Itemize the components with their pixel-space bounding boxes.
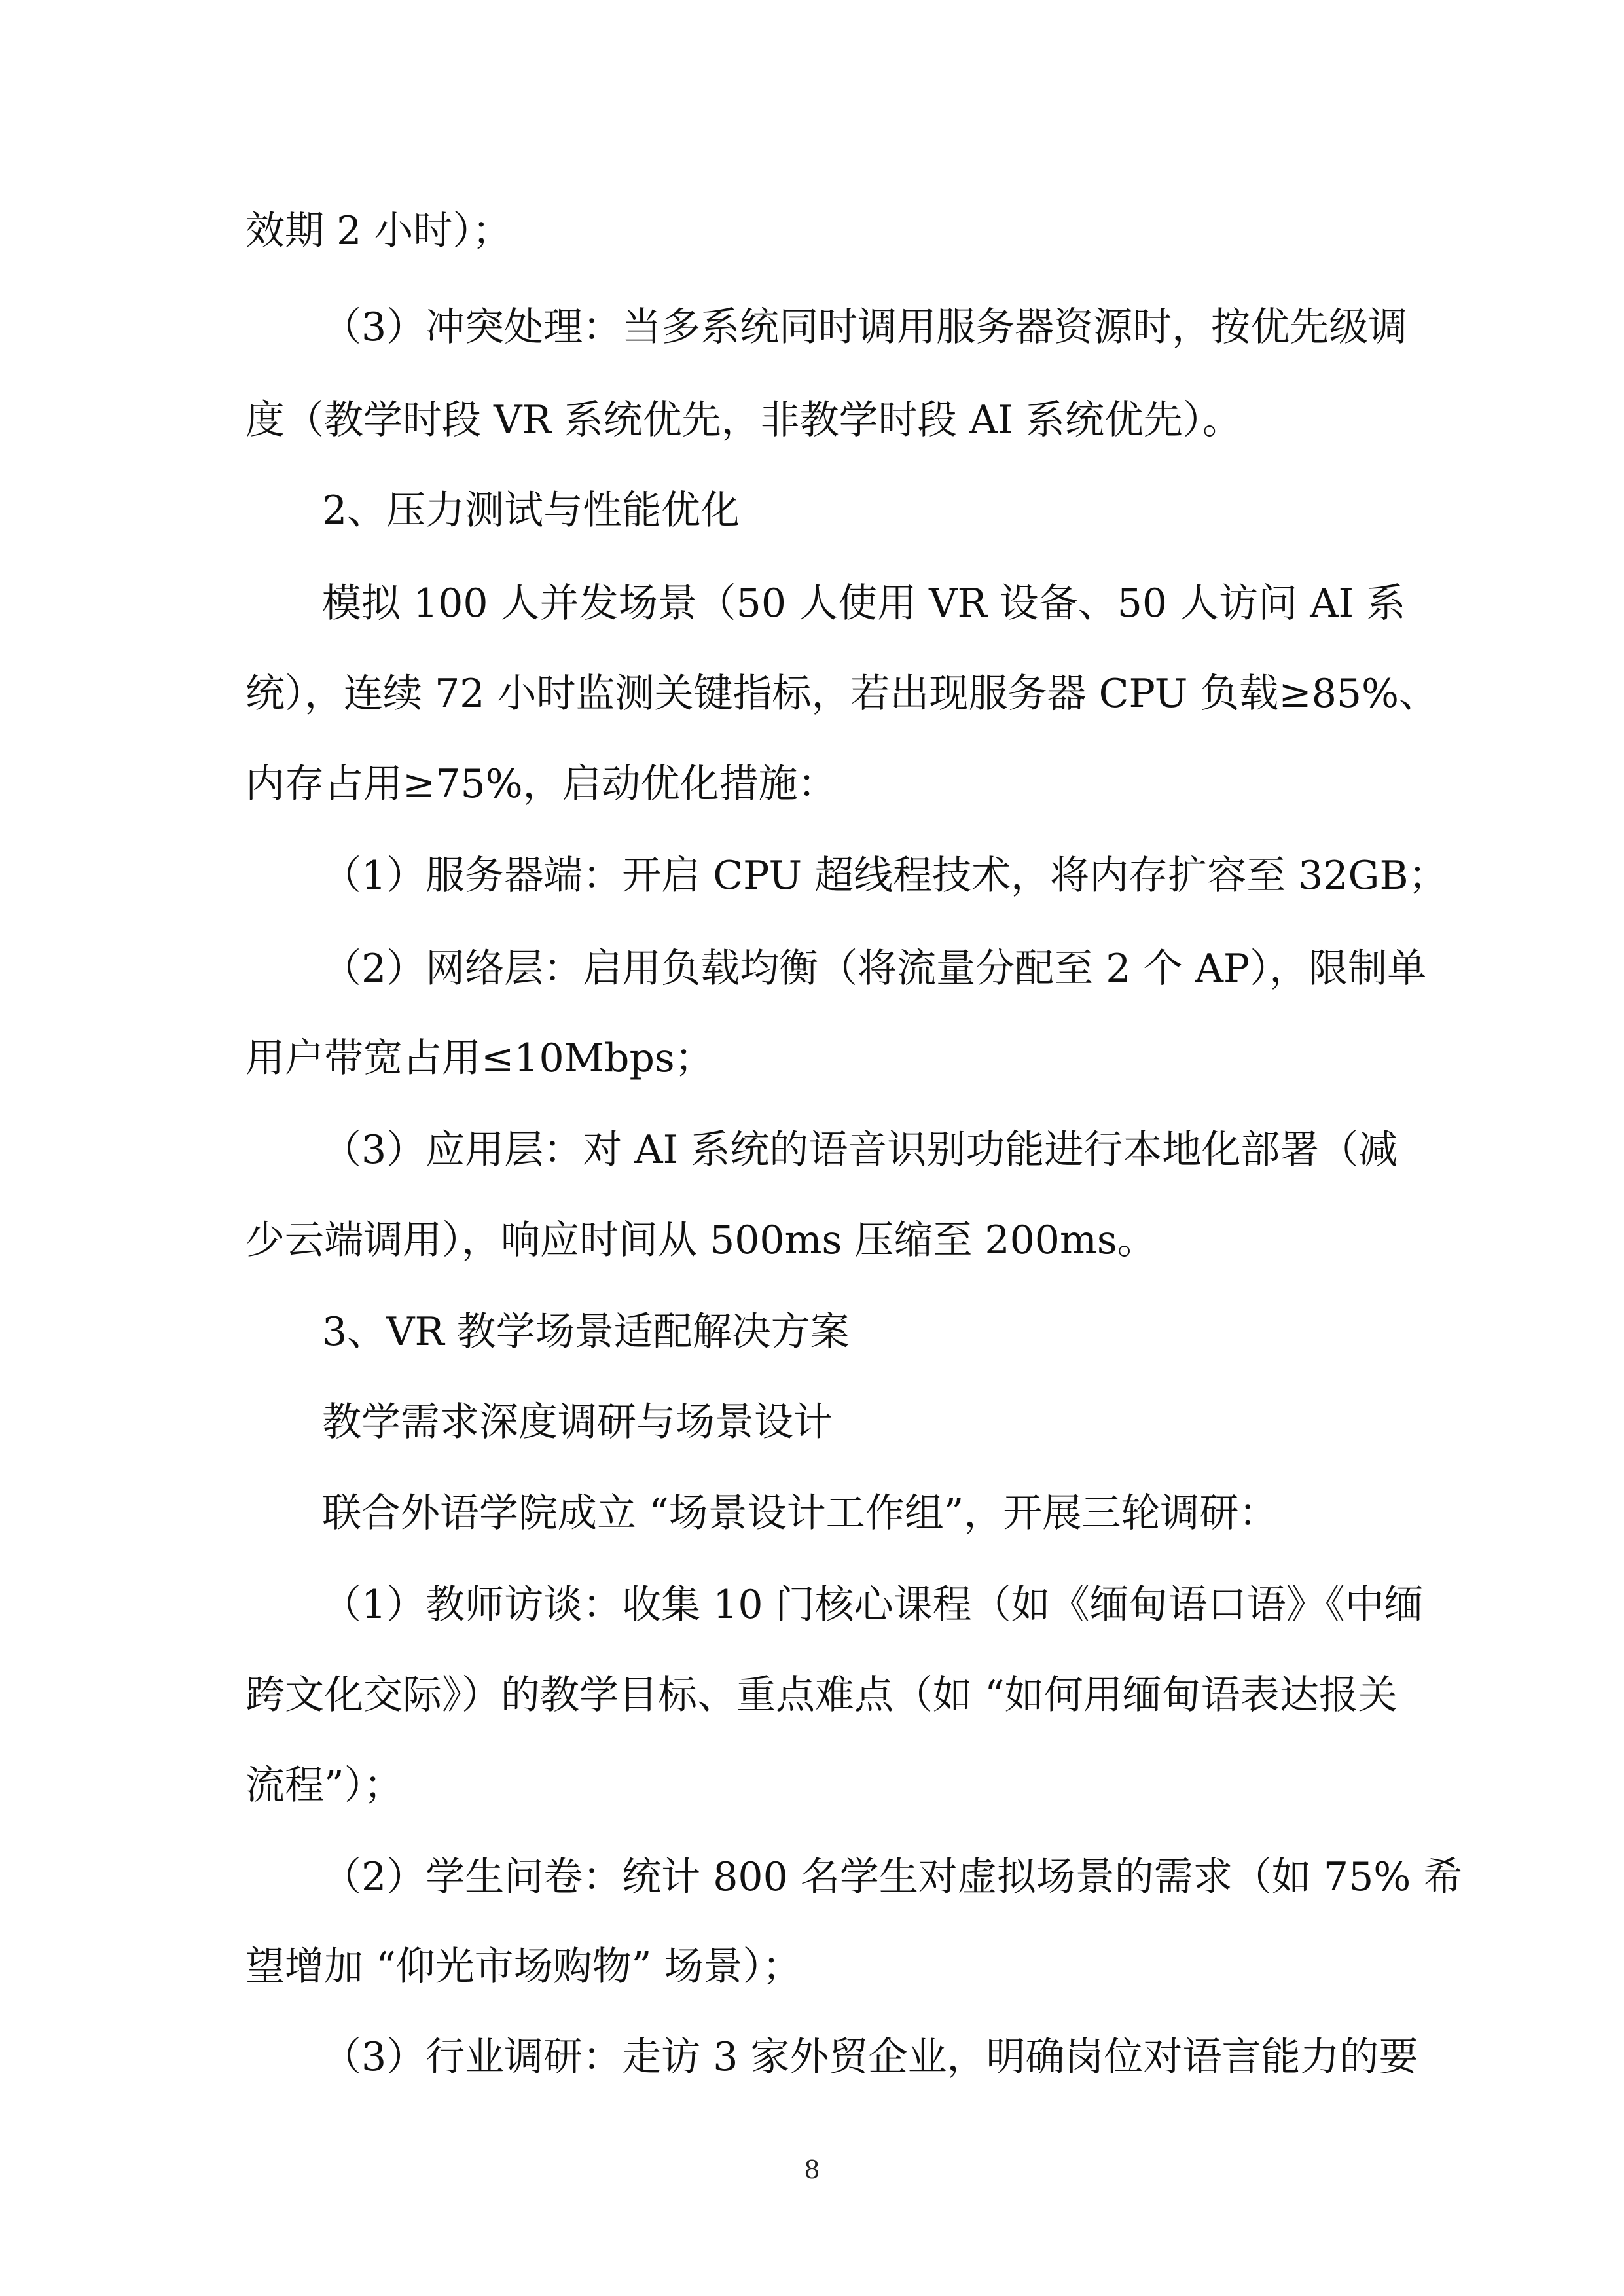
- subsection-heading: 教学需求深度调研与场景设计: [322, 1399, 833, 1445]
- text-line: （1）服务器端：开启 CPU 超线程技术，将内存扩容至 32GB；: [322, 853, 1448, 899]
- text-line: 统），连续 72 小时监测关键指标，若出现服务器 CPU 负载≥85%、: [245, 671, 1439, 717]
- section-heading: 3、VR 教学场景适配解决方案: [322, 1309, 850, 1355]
- text-line: 用户带宽占用≤10Mbps；: [245, 1035, 714, 1081]
- text-line: 跨文化交际》）的教学目标、重点难点（如 “如何用缅甸语表达报关: [245, 1672, 1398, 1718]
- text-line: （3）行业调研：走访 3 家外贸企业，明确岗位对语言能力的要: [322, 2034, 1418, 2080]
- text-line: （3）冲突处理：当多系统同时调用服务器资源时，按优先级调: [322, 304, 1408, 350]
- text-line: 联合外语学院成立 “场景设计工作组”，开展三轮调研：: [322, 1490, 1278, 1536]
- page-number: 8: [804, 2155, 820, 2184]
- section-heading: 2、压力测试与性能优化: [322, 488, 740, 533]
- text-line: 度（教学时段 VR 系统优先，非教学时段 AI 系统优先）。: [245, 397, 1242, 443]
- text-line: 效期 2 小时）；: [245, 208, 512, 254]
- text-line: 内存占用≥75%，启动优化措施：: [245, 761, 837, 807]
- text-line: 少云端调用），响应时间从 500ms 压缩至 200ms。: [245, 1217, 1157, 1263]
- text-line: 流程”）；: [245, 1763, 403, 1808]
- text-line: （3）应用层：对 AI 系统的语音识别功能进行本地化部署（减: [322, 1127, 1398, 1173]
- text-line: 望增加 “仰光市场购物” 场景）；: [245, 1944, 802, 1990]
- text-line: 模拟 100 人并发场景（50 人使用 VR 设备、50 人访问 AI 系: [322, 581, 1406, 626]
- text-line: （2）学生问卷：统计 800 名学生对虚拟场景的需求（如 75% 希: [322, 1854, 1463, 1900]
- text-line: （2）网络层：启用负载均衡（将流量分配至 2 个 AP），限制单: [322, 946, 1427, 992]
- text-line: （1）教师访谈：收集 10 门核心课程（如《缅甸语口语》《中缅: [322, 1582, 1424, 1628]
